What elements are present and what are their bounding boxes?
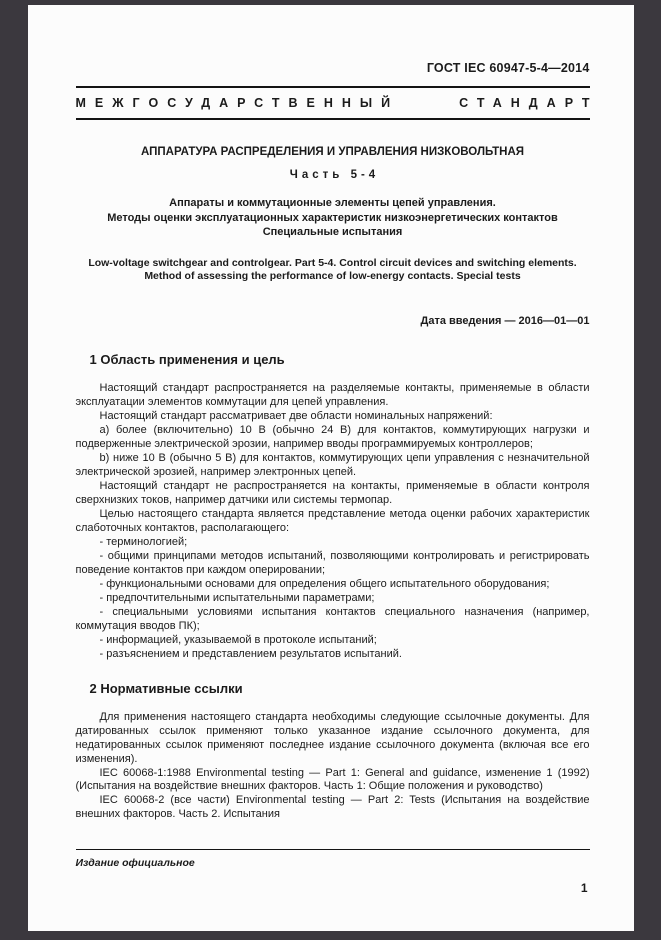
- standard-type-banner: [75, 88, 599, 118]
- standard-type-word: СТАНДАРТ: [459, 96, 599, 110]
- document-subtitle: [76, 196, 590, 240]
- page-footer: [76, 849, 590, 895]
- paragraph: Настоящий стандарт распространяется на разделяемые контакты, применяемые в области эксплуатации элементов коммутации для цепей управления.: [75, 382, 590, 409]
- list-item: - предпочтительными испытательными параметрами;: [99, 591, 375, 604]
- subtitle-line: Методы оценки эксплуатационных характеристик низкоэнергетических контактов: [107, 211, 558, 224]
- paragraph: Настоящий стандарт рассматривает две области номинальных напряжений:: [99, 410, 493, 423]
- english-title: [76, 257, 590, 285]
- list-item: - терминологией;: [99, 535, 188, 548]
- paragraph: Целью настоящего стандарта является представление метода оценки рабочих характеристик слаботочных контактов, располагающего:: [75, 507, 590, 534]
- edition-note: Издание официальное: [75, 857, 195, 869]
- date-of-introduction: Дата введения — 2016—01—01: [420, 315, 590, 328]
- paragraph: b) ниже 10 В (обычно 5 В) для контактов, коммутирующих цепи управления с незначительной электрической эрозией, например электронных цепей.: [75, 452, 590, 479]
- document-title: АППАРАТУРА РАСПРЕДЕЛЕНИЯ И УПРАВЛЕНИЯ НИЗКОВОЛЬТНАЯ: [140, 146, 525, 158]
- paragraph: а) более (включительно) 10 В (обычно 24 В) для контактов, коммутирующих нагрузки и подверженные электрической эрозии, например вводы программируемых контроллеров;: [75, 424, 590, 451]
- paragraph: Для применения настоящего стандарта необходимы следующие ссылочные документы. Для датированных ссылок применяют только указанное издание ссылочного документа, для недатированных ссылок применяют последнее издание ссылочного документа (включая все его изменения).: [75, 710, 590, 765]
- paragraph: IEC 60068-1:1988 Environmental testing — Part 1: General and guidance, изменение 1 (1992) (Испытания на воздействие внешних факторов. Часть 1: Общие положения и руководство): [75, 766, 590, 793]
- standard-type-word: МЕЖГОСУДАРСТВЕННЫЙ: [75, 96, 400, 110]
- part-label: [76, 169, 590, 181]
- english-title-line: Low-voltage switchgear and controlgear. Part 5-4. Control circuit devices and switching elements.: [88, 256, 577, 269]
- list-item: - общими принципами методов испытаний, позволяющими контролировать и регистрировать поведение контактов при каждом оперировании;: [75, 549, 590, 576]
- subtitle-line: Аппараты и коммутационные элементы цепей управления.: [169, 197, 496, 209]
- list-item: - функциональными основами для определения общего испытательного оборудования;: [99, 577, 550, 590]
- paragraph: IEC 60068-2 (все части) Environmental testing — Part 2: Tests (Испытания на воздействие внешних факторов. Часть 2. Испытания: [75, 794, 590, 821]
- list-item: - информацией, указываемой в протоколе испытаний;: [99, 633, 377, 646]
- paragraph: Настоящий стандарт не распространяется на контакты, применяемые в области контроля сверхнизких токов, например датчики или системы термопар.: [75, 480, 590, 507]
- header-rule-bottom: [76, 118, 590, 120]
- footer-rule: [76, 849, 590, 850]
- subtitle-line: Специальные испытания: [262, 226, 403, 239]
- part-label-text: Часть 5-4: [289, 169, 380, 181]
- english-title-line: Method of assessing the performance of low-energy contacts. Special tests: [144, 270, 521, 283]
- list-item: - разъяснением и представлением результатов испытаний.: [99, 647, 402, 660]
- document-page: [28, 5, 634, 931]
- doc-code: ГОСТ IEC 60947-5-4—2014: [426, 61, 590, 75]
- page-number: 1: [580, 881, 588, 895]
- section-heading: 2 Нормативные ссылки: [89, 680, 243, 696]
- section-heading: 1 Область применения и цель: [89, 352, 285, 368]
- list-item: - специальными условиями испытания контактов специального назначения (например, коммутация вводов ПК);: [75, 605, 590, 632]
